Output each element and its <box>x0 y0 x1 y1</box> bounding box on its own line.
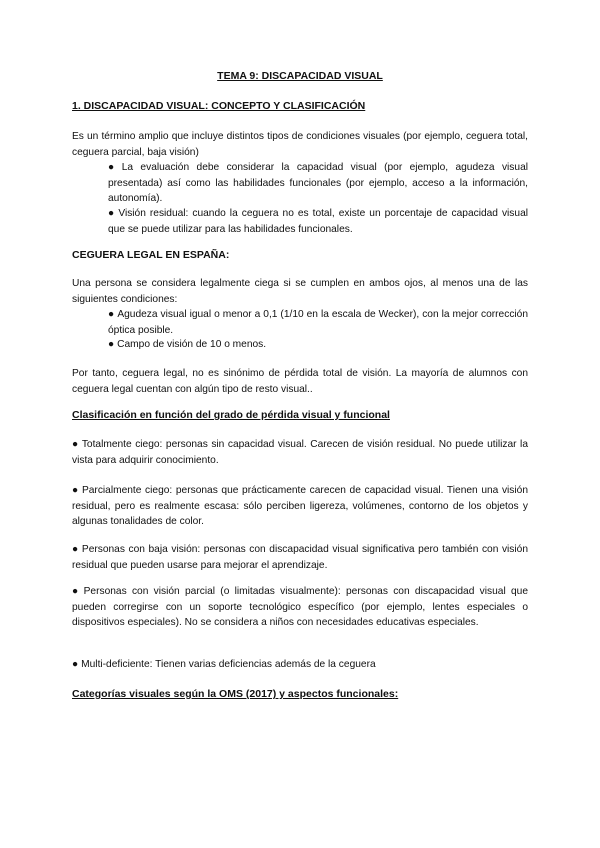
classification-item <box>72 657 528 673</box>
intro-bullet-2 <box>108 206 528 237</box>
page-title: TEMA 9: DISCAPACIDAD VISUAL <box>217 70 383 82</box>
legal-bullet-1-text: Agudeza visual igual o menor a 0,1 (1/10 en la escala de Wecker), con la mejor corrección óptica posible. <box>108 309 529 336</box>
classification-item-text: Personas con visión parcial (o limitadas visualmente): personas con discapacidad visual que pueden corregirse con un soporte tecnológico específico (por ejemplo, lentes especiales o dispositivos especiales). No se considera a niños con necesidades educativas especiales. <box>72 586 529 628</box>
bullet-icon: ● <box>72 586 81 597</box>
oms-categories-heading: Categorías visuales según la OMS (2017) y aspectos funcionales: <box>72 688 399 700</box>
bullet-icon: ● <box>72 659 79 670</box>
intro-bullet-1 <box>108 160 528 207</box>
bullet-icon: ● <box>108 339 115 350</box>
classification-item <box>72 542 528 573</box>
legal-conclusion-paragraph: Por tanto, ceguera legal, no es sinónimo de pérdida total de visión. La mayoría de alumnos con ceguera legal cuentan con algún tipo de resto visual.. <box>72 368 528 395</box>
bullet-icon: ● <box>72 485 79 496</box>
legal-bullet-2 <box>108 337 528 353</box>
bullet-icon: ● <box>72 544 79 555</box>
legal-bullet-2-text: Campo de visión de 10 o menos. <box>117 339 267 350</box>
bullet-icon: ● <box>108 309 115 320</box>
classification-heading: Clasificación en función del grado de pérdida visual y funcional <box>72 409 390 421</box>
bullet-icon: ● <box>72 439 79 450</box>
classification-item-text: Personas con baja visión: personas con discapacidad visual significativa pero también con visión residual que pueden usarse para mejorar el aprendizaje. <box>72 544 528 571</box>
classification-item <box>72 483 528 530</box>
intro-paragraph: Es un término amplio que incluye distintos tipos de condiciones visuales (por ejemplo, ceguera total, ceguera parcial, baja visión) <box>72 131 528 158</box>
bullet-icon: ● <box>108 208 116 219</box>
bullet-icon: ● <box>108 162 119 173</box>
classification-item <box>72 437 528 468</box>
classification-item-text: Parcialmente ciego: personas que prácticamente carecen de capacidad visual. Tienen una visión residual, pero es realmente escasa: sólo perciben ligereza, volúmenes, contorno de los objetos y algunas tonalidades de color. <box>72 485 528 527</box>
classification-item-text: Totalmente ciego: personas sin capacidad visual. Carecen de visión residual. No puede utilizar la vista para adquirir conocimiento. <box>72 439 528 466</box>
classification-item <box>72 584 528 631</box>
legal-intro-paragraph: Una persona se considera legalmente ciega si se cumplen en ambos ojos, al menos una de las siguientes condiciones: <box>72 278 528 305</box>
intro-bullet-1-text: La evaluación debe considerar la capacidad visual (por ejemplo, agudeza visual presentada) así como las habilidades funcionales (por ejemplo, acceso a la información, autonomía). <box>108 162 528 204</box>
intro-bullet-2-text: Visión residual: cuando la ceguera no es total, existe un porcentaje de capacidad visual que se puede utilizar para las habilidades funcionales. <box>108 208 528 235</box>
classification-item-text: Multi-deficiente: Tienen varias deficiencias además de la ceguera <box>81 659 376 670</box>
section-1-heading: 1. DISCAPACIDAD VISUAL: CONCEPTO Y CLASIFICACIÓN <box>72 100 366 112</box>
legal-blindness-heading: CEGUERA LEGAL EN ESPAÑA: <box>72 249 230 261</box>
legal-bullet-1 <box>108 307 528 338</box>
